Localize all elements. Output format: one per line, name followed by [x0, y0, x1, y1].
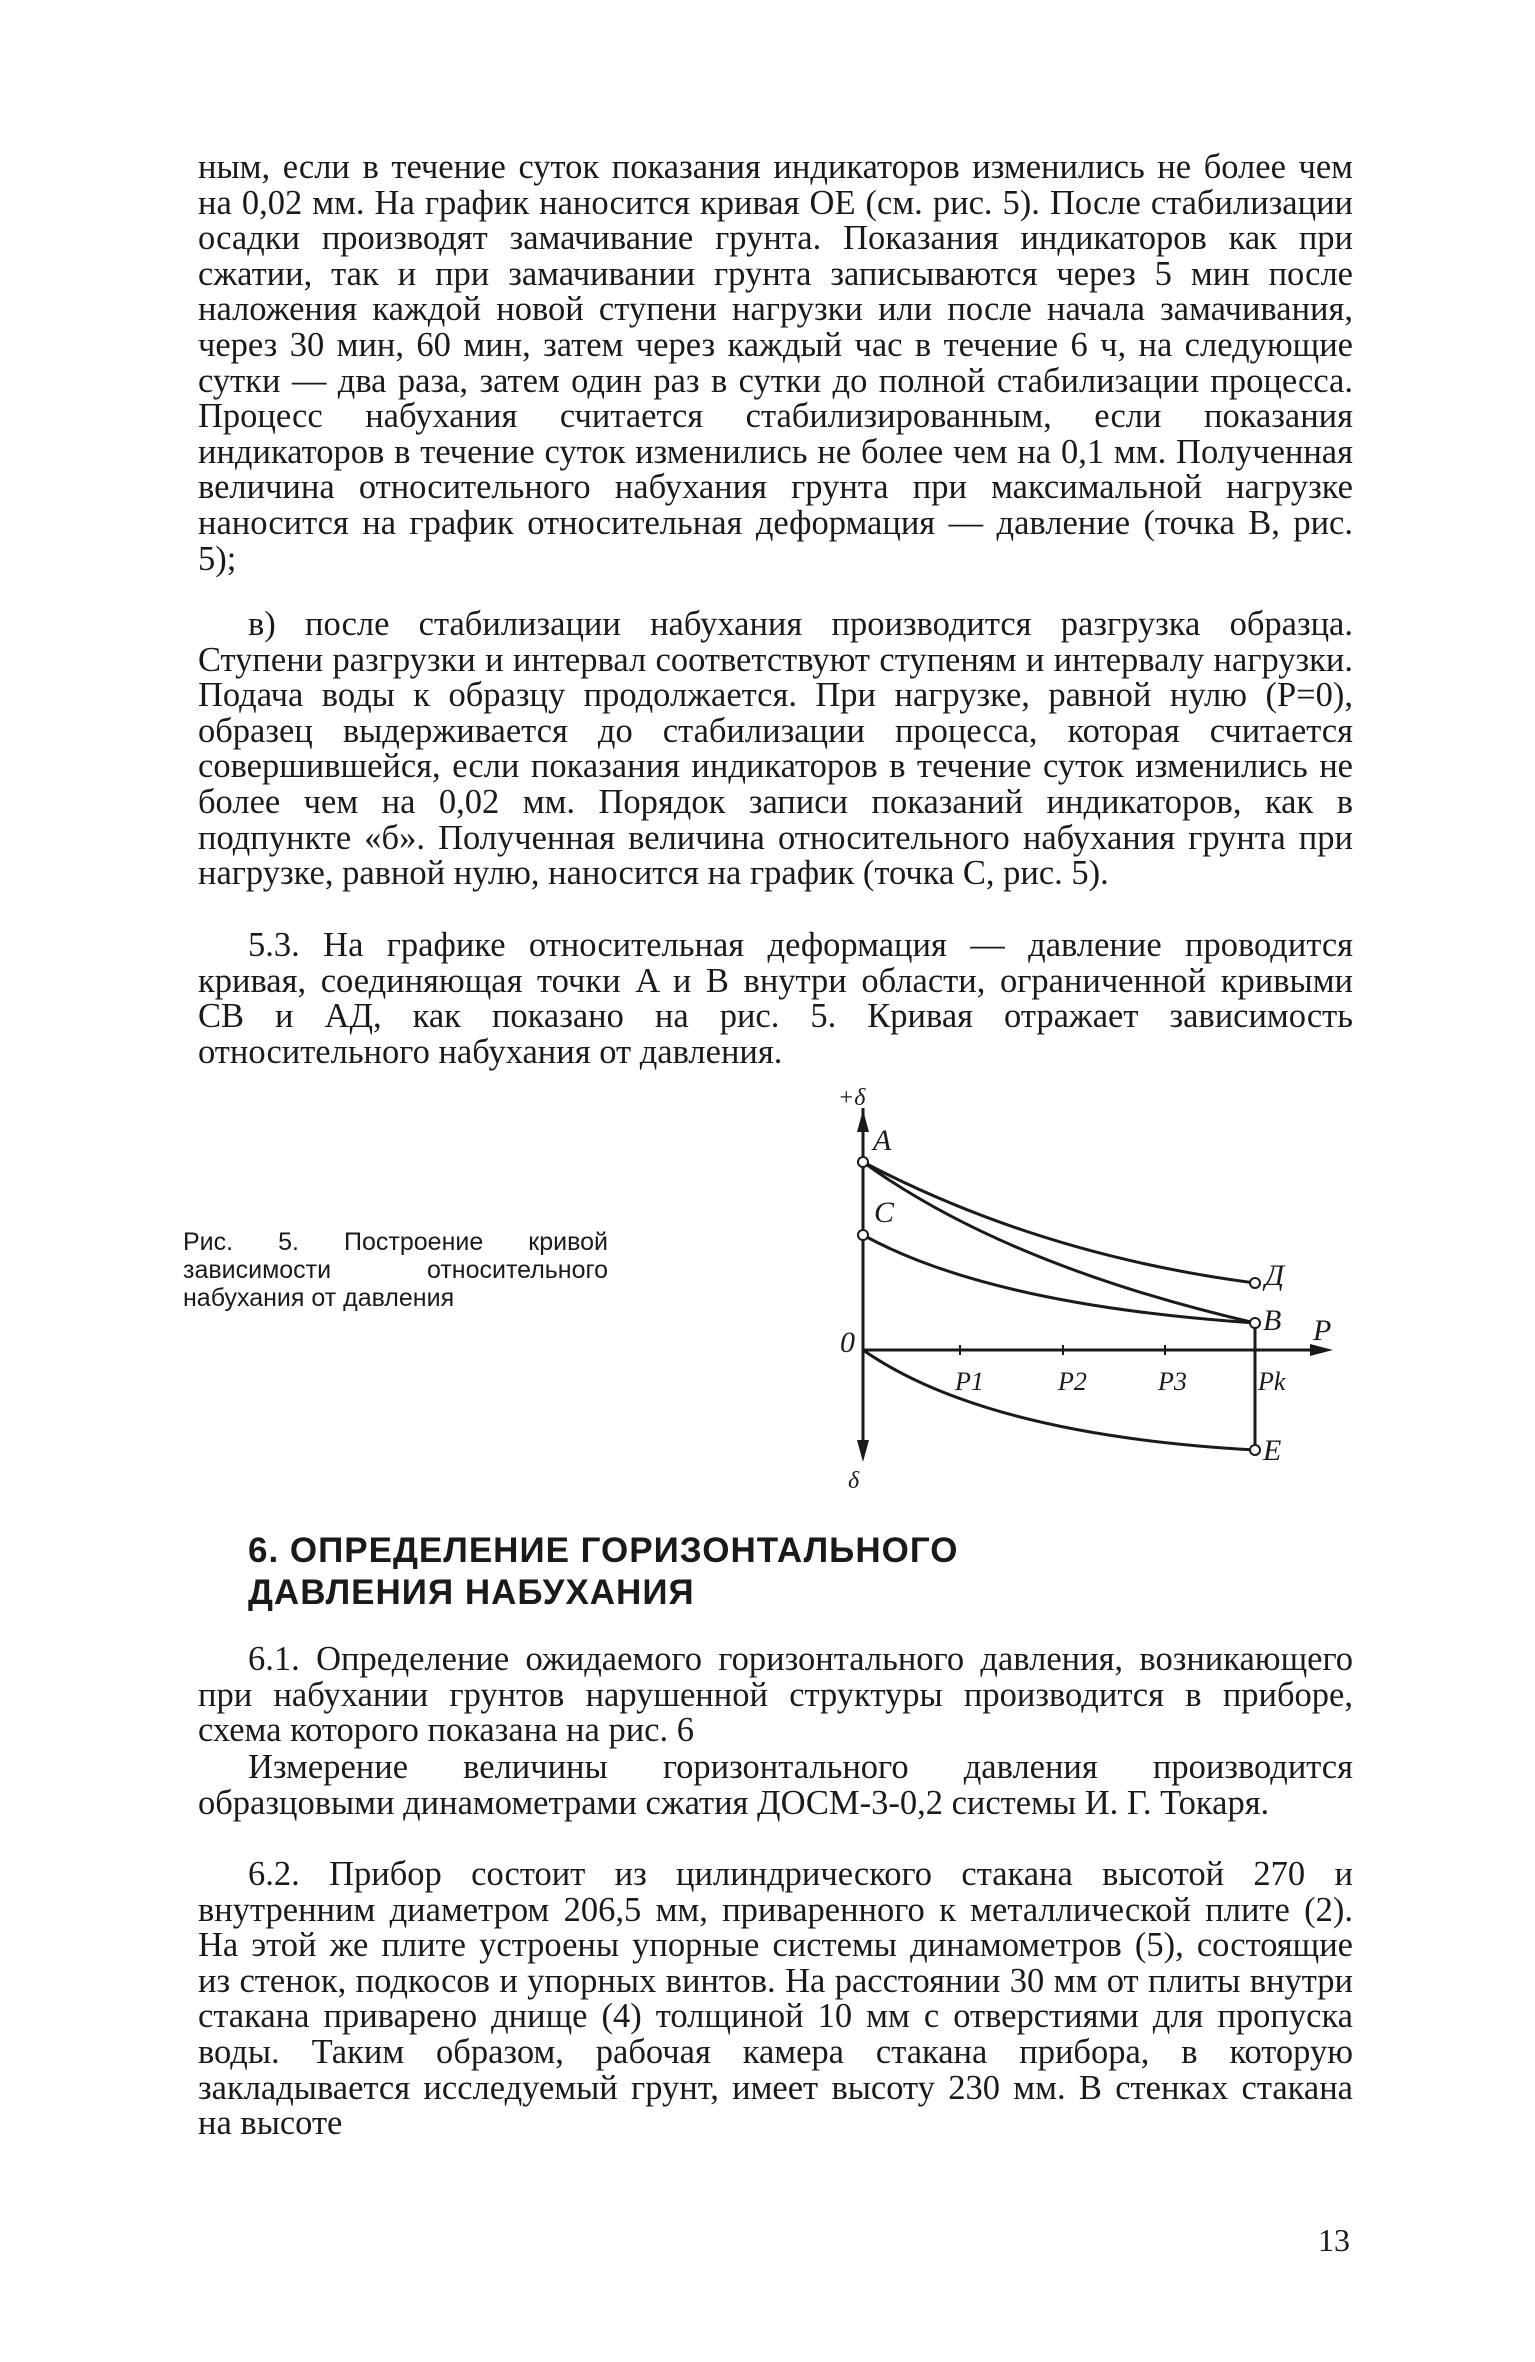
curve-OE	[863, 1350, 1255, 1450]
label-y-top: +δ	[838, 1085, 866, 1111]
page-number: 13	[1318, 2222, 1350, 2258]
label-D: Д	[1265, 1259, 1285, 1292]
paragraph-6-2: 6.2. Прибор состоит из цилиндрического стакана высотой 270 и внутренним диаметром 206,5 мм, приваренного к металлической плите (2). На этой же плите устроены упорные системы динамометров (5), состоящие из стенок, подкосов и упорных винтов. На расстоянии 30 мм от плиты внутри стакана приварено днище (4) толщиной 10 мм с отверстиями для пропуска воды. Таким образом, рабочая камера стакана прибора, в которую закладывается исследуемый грунт, имеет высоту 230 мм. В стенках стакана на высоте	[198, 1855, 1353, 2143]
point-D	[1250, 1278, 1260, 1288]
label-P1: P1	[955, 1367, 984, 1396]
label-C: C	[874, 1196, 895, 1229]
y-axis-arrow-top	[857, 1110, 869, 1132]
label-P2: P2	[1058, 1367, 1087, 1396]
paragraph-6-1: 6.1. Определение ожидаемого горизонтального давления, возникающего при набухании грунтов нарушенной структуры производится в приборе, схема которого показана на рис. 6	[198, 1640, 1353, 1750]
paragraph-measurement: Измерение величины горизонтального давления производится образцовыми динамометрами сжатия ДОСМ-3-0,2 системы И. Г. Токаря.	[198, 1748, 1353, 1822]
point-A	[858, 1157, 868, 1167]
paragraph-continuation: ным, если в течение суток показания индикаторов изменились не более чем на 0,02 мм. На график наносится кривая OE (см. рис. 5). После стабилизации осадки производят замачивание грунта. Показания индикаторов как при сжатии, так и при замачивании грунта записываются через 5 мин после наложения каждой новой ступени нагрузки или после начала замачивания, через 30 мин, 60 мин, затем через каждый час в течение 6 ч, на следующие сутки — два раза, затем один раз в сутки до полной стабилизации процесса. Процесс набухания считается стабилизированным, если показания индикаторов в течение суток изменились не более чем на 0,1 мм. Полученная величина относительного набухания грунта при максимальной нагрузке наносится на график относительная деформация — давление (точка B, рис. 5);	[198, 148, 1353, 578]
label-x-axis: P	[1313, 1314, 1332, 1347]
figure-caption: Рис. 5. Построение кривой зависимости относительного набухания от давления	[183, 1228, 608, 1312]
label-E: E	[1263, 1434, 1282, 1467]
y-axis-arrow-bottom	[857, 1440, 869, 1462]
point-B	[1250, 1318, 1260, 1328]
paragraph-5-3: 5.3. На графике относительная деформация — давление проводится кривая, соединяющая точки A и B внутри области, ограниченной кривыми CB и AД, как показано на рис. 5. Кривая отражает зависимость относительного набухания от давления.	[198, 926, 1353, 1071]
label-y-bottom: δ	[848, 1468, 860, 1494]
label-B: B	[1263, 1304, 1282, 1337]
label-P3: P3	[1158, 1367, 1187, 1396]
label-Pk: Pk	[1258, 1367, 1286, 1396]
section-heading	[248, 1530, 1348, 1614]
label-origin: 0	[840, 1326, 855, 1359]
section-heading-line-2: ДАВЛЕНИЯ НАБУХАНИЯ	[248, 1573, 695, 1612]
point-E	[1250, 1445, 1260, 1455]
section-heading-line-1: 6. ОПРЕДЕЛЕНИЕ ГОРИЗОНТАЛЬНОГО	[248, 1531, 959, 1570]
label-A: A	[873, 1124, 892, 1157]
paragraph-item-v: в) после стабилизации набухания производится разгрузка образца. Ступени разгрузки и интервал соответствуют ступеням и интервалу нагрузки. Подача воды к образцу продолжается. При нагрузке, равной нулю (P=0), образец выдерживается до стабилизации процесса, которая считается совершившейся, если показания индикаторов в течение суток изменились не более чем на 0,02 мм. Порядок записи показаний индикаторов, как в подпункте «б». Полученная величина относительного набухания грунта при нагрузке, равной нулю, наносится на график (точка C, рис. 5).	[198, 605, 1353, 893]
point-C	[858, 1230, 868, 1240]
